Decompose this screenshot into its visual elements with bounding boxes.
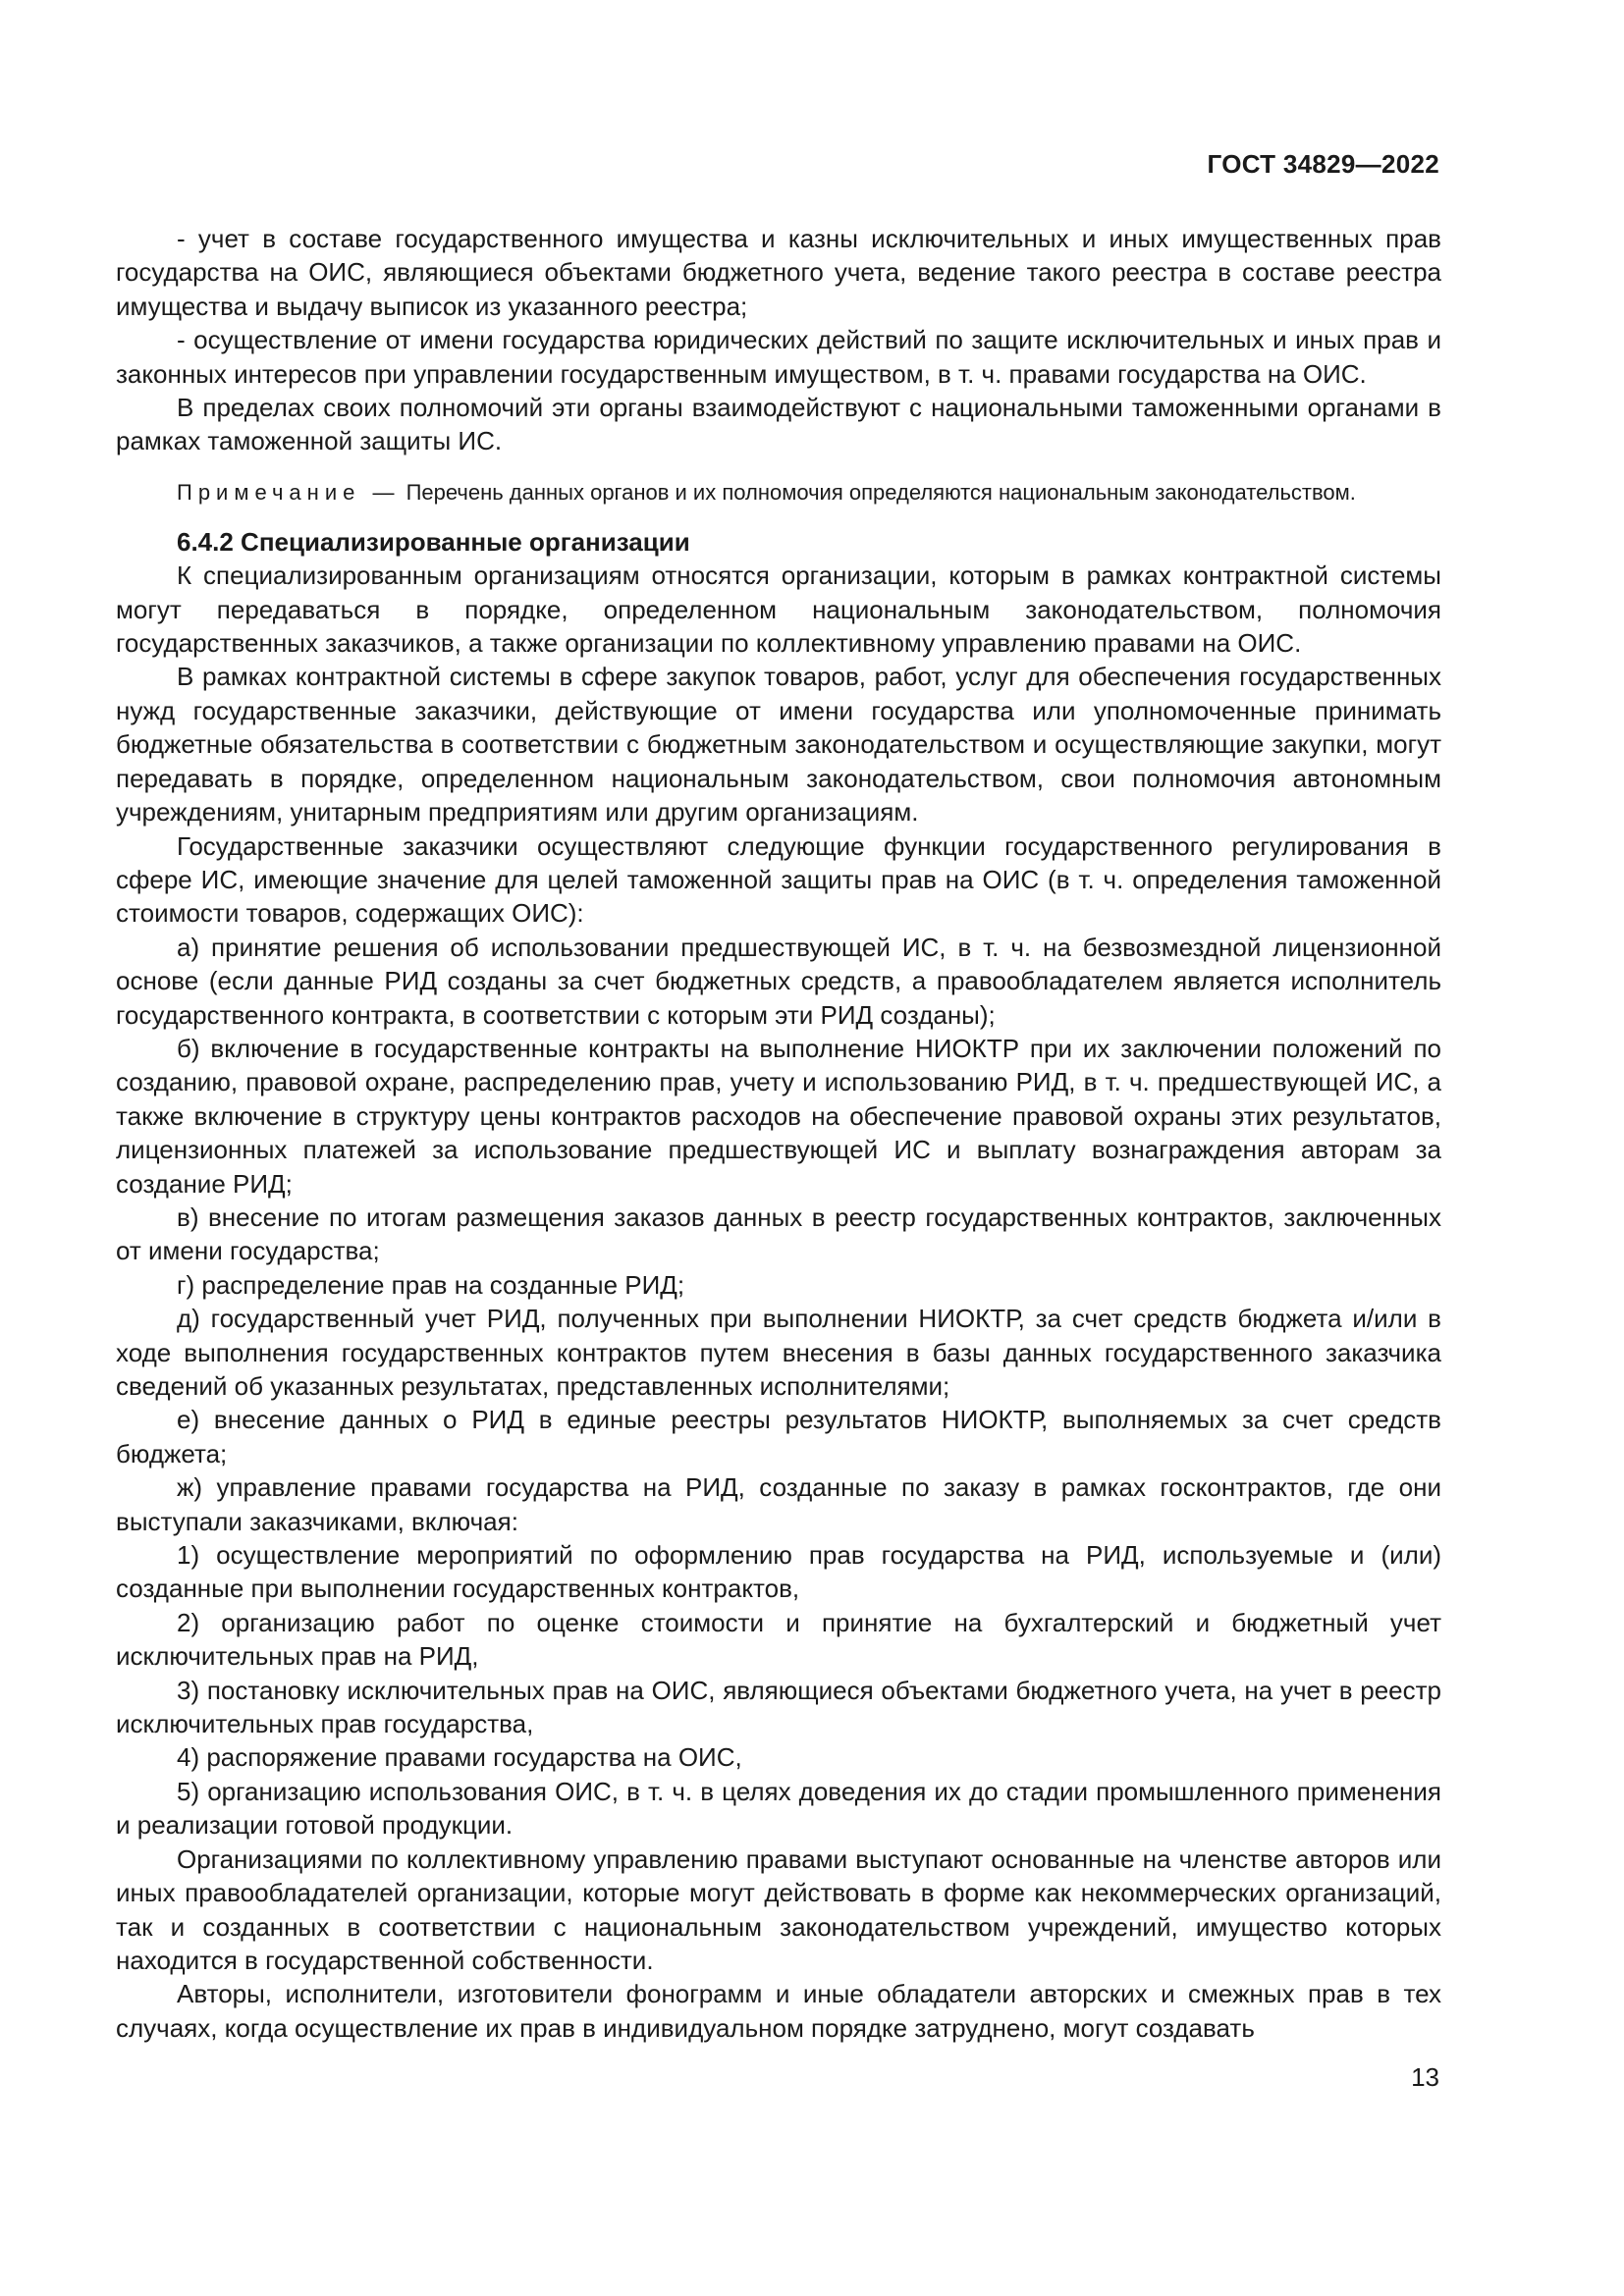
sub-list-item: 2) организацию работ по оценке стоимости и принятие на бухгалтерский и бюджетный учет исключительных прав на РИД, — [116, 1607, 1441, 1672]
note-label: Примечание — — [177, 479, 401, 505]
sub-list-item: 4) распоряжение правами государства на ОИС, — [177, 1742, 742, 1773]
list-item: в) внесение по итогам размещения заказов данных в реестр государственных контрактов, заключенных от имени государства; — [116, 1201, 1441, 1266]
paragraph: К специализированным организациям относятся организации, которым в рамках контрактной системы могут передаваться в порядке, определенном национальным законодательством, полномочия государственных заказчиков, а также организации по коллективному управлению правами на ОИС. — [116, 561, 1441, 659]
list-item: а) принятие решения об использовании предшествующей ИС, в т. ч. на безвозмездной лицензионной основе (если данные РИД созданы за счет бюджетных средств, а правообладателем является исполнитель государственного контракта, в соответствии с которым эти РИД созданы); — [116, 932, 1441, 1030]
paragraph: Авторы, исполнители, изготовители фонограмм и иные обладатели авторских и смежных прав в тех случаях, когда осуществление их прав в индивидуальном порядке затруднено, могут создавать — [116, 1979, 1441, 2043]
page-body — [116, 222, 1441, 2045]
sub-list-item: 3) постановку исключительных прав на ОИС, являющиеся объектами бюджетного учета, на учет в реестр исключительных прав государства, — [116, 1675, 1441, 1739]
sub-list-item: 5) организацию использования ОИС, в т. ч. в целях доведения их до стадии промышленного применения и реализации готовой продукции. — [116, 1776, 1441, 1841]
sub-list-item: 1) осуществление мероприятий по оформлению прав государства на РИД, используемые и (или) созданные при выполнении государственных контрактов, — [116, 1540, 1441, 1604]
note — [116, 478, 1441, 507]
list-item: г) распределение прав на созданные РИД; — [177, 1269, 685, 1300]
list-item: ж) управление правами государства на РИД, созданные по заказу в рамках госконтрактов, где они выступали заказчиками, включая: — [116, 1472, 1441, 1536]
list-item: е) внесение данных о РИД в единые реестры результатов НИОКТР, выполняемых за счет средств бюджета; — [116, 1405, 1441, 1468]
paragraph: В рамках контрактной системы в сфере закупок товаров, работ, услуг для обеспечения государственных нужд государственные заказчики, действующие от имени государства или уполномоченные принимать бюджетные обязательства в соответствии с бюджетным законодательством и осуществляющие закупки, могут передавать в порядке, определенном национальным законодательством, свои полномочия автономным учреждениям, унитарным предприятиям или другим организациям. — [116, 662, 1441, 828]
document-code: ГОСТ 34829—2022 — [1207, 149, 1439, 179]
page-number: 13 — [1411, 2062, 1439, 2092]
note-text: Перечень данных органов и их полномочия определяются национальным законодательством. — [406, 479, 1356, 505]
list-item: д) государственный учет РИД, полученных при выполнении НИОКТР, за счет средств бюджета и/или в ходе выполнения государственных контрактов путем внесения в базы данных государственного заказчика сведений об указанных результатах, представленных исполнителями; — [116, 1304, 1441, 1401]
list-item: б) включение в государственные контракты на выполнение НИОКТР при их заключении положений по созданию, правовой охране, распределению прав, учету и использованию РИД, в т. ч. предшествующей ИС, а также включение в структуру цены контрактов расходов на обеспечение правовой охраны этих результатов, лицензионных платежей за использование предшествующей ИС и выплату вознаграждения авторам за создание РИД; — [116, 1033, 1441, 1199]
paragraph: - осуществление от имени государства юридических действий по защите исключительных и иных прав и законных интересов при управлении государственным имуществом, в т. ч. правами государства на ОИС. — [116, 325, 1441, 389]
paragraph: Государственные заказчики осуществляют следующие функции государственного регулирования в сфере ИС, имеющие значение для целей таможенной защиты прав на ОИС (в т. ч. определения таможенной стоимости товаров, содержащих ОИС): — [116, 830, 1441, 929]
paragraph: В пределах своих полномочий эти органы взаимодействуют с национальными таможенными органами в рамках таможенной защиты ИС. — [116, 393, 1441, 456]
paragraph: - учет в составе государственного имущества и казны исключительных и иных имущественных прав государства на ОИС, являющиеся объектами бюджетного учета, ведение такого реестра в составе реестра имущества и выдачу выписок из указанного реестра; — [116, 224, 1441, 321]
section-heading: 6.4.2 Специализированные организации — [177, 526, 690, 557]
paragraph: Организациями по коллективному управлению правами выступают основанные на членстве авторов или иных правообладателей организации, которые могут действовать в форме как некоммерческих организаций, так и созданных в соответствии с национальным законодательством учреждений, имущество которых находится в государственной собственности. — [116, 1843, 1441, 1975]
